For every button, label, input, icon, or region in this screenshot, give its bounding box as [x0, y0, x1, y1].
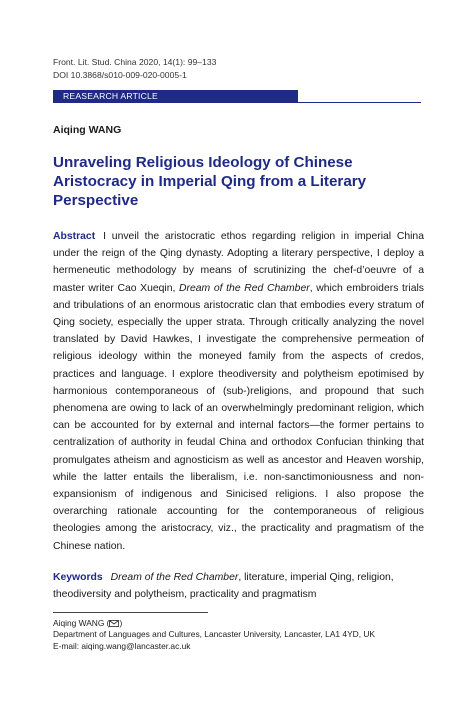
footnote-author: Aiqing WANG ( [53, 618, 110, 628]
keywords-book-title: Dream of the Red Chamber [110, 572, 239, 583]
abstract [53, 228, 424, 555]
keywords [53, 569, 424, 603]
abstract-label: Abstract [53, 231, 96, 242]
envelope-icon[interactable] [109, 620, 119, 627]
footnote-author-close: ) [119, 618, 123, 628]
article-title: Unraveling Religious Ideology of Chinese Aristocracy in Imperial Qing from a Literary Perspective [53, 154, 367, 209]
abstract-text-1: I unveil the aristocratic ethos regarding religion in imperial China under the reign of the Qing dynasty. Adopting a literary perspective, I deploy a hermeneutic methodology by means of scrutinizing the chef-d’oeuvre of a master writer Cao Xueqin, [53, 231, 424, 294]
article-type-rule [298, 102, 421, 103]
journal-citation: Front. Lit. Stud. China 2020, 14(1): 99–133 [53, 57, 217, 67]
footnote [53, 618, 375, 652]
footnote-email[interactable]: E-mail: aiqing.wang@lancaster.ac.uk [53, 640, 191, 651]
abstract-text-2: , which embroiders trials and tribulations of an enormous aristocratic clan that embodies every stratum of Qing society, especially the upper strata. Through critically analyzing the novel translated by David Hawkes, I investigate the comprehensive permeation of religious ideology within the moneyed family from the aspects of credos, practices and language. I explore theodiversity and polytheism epotimised by harmonious contemporaneous of (sub-)religions, and propound that such phenomena are owing to lack of an overwhelmingly predominant religion, which can be accounted for by external and internal factors—the former pertains to centralization of authority in feudal China and orthodox Confucian thinking that promulgates atheism and agnosticism as well as ancestor and Heaven worship, while the latter entails the liberalism, i.e. non-sanctimoniousness and non-expansionism of indigenous and Sinicised religions. I also propose the overarching rationale accounting for the contemporaneous of religious theologies among the aristocracy, viz., the practicality and pragmatism of the Chinese nation. [53, 282, 424, 552]
journal-doi: DOI 10.3868/s010-009-020-0005-1 [53, 69, 187, 80]
footnote-affiliation: Department of Languages and Cultures, Lancaster University, Lancaster, LA1 4YD, UK [53, 629, 375, 640]
keywords-list: , literature, imperial Qing, religion, theodiversity and polytheism, practicality and pragmatism [53, 572, 394, 601]
author-name: Aiqing WANG [53, 124, 122, 136]
footnote-author-line [53, 618, 375, 629]
footnote-rule [53, 612, 208, 613]
keywords-label: Keywords [53, 572, 103, 583]
article-type-badge: REASEARCH ARTICLE [53, 90, 298, 103]
abstract-book-title: Dream of the Red Chamber [179, 282, 310, 294]
journal-meta [53, 56, 216, 81]
